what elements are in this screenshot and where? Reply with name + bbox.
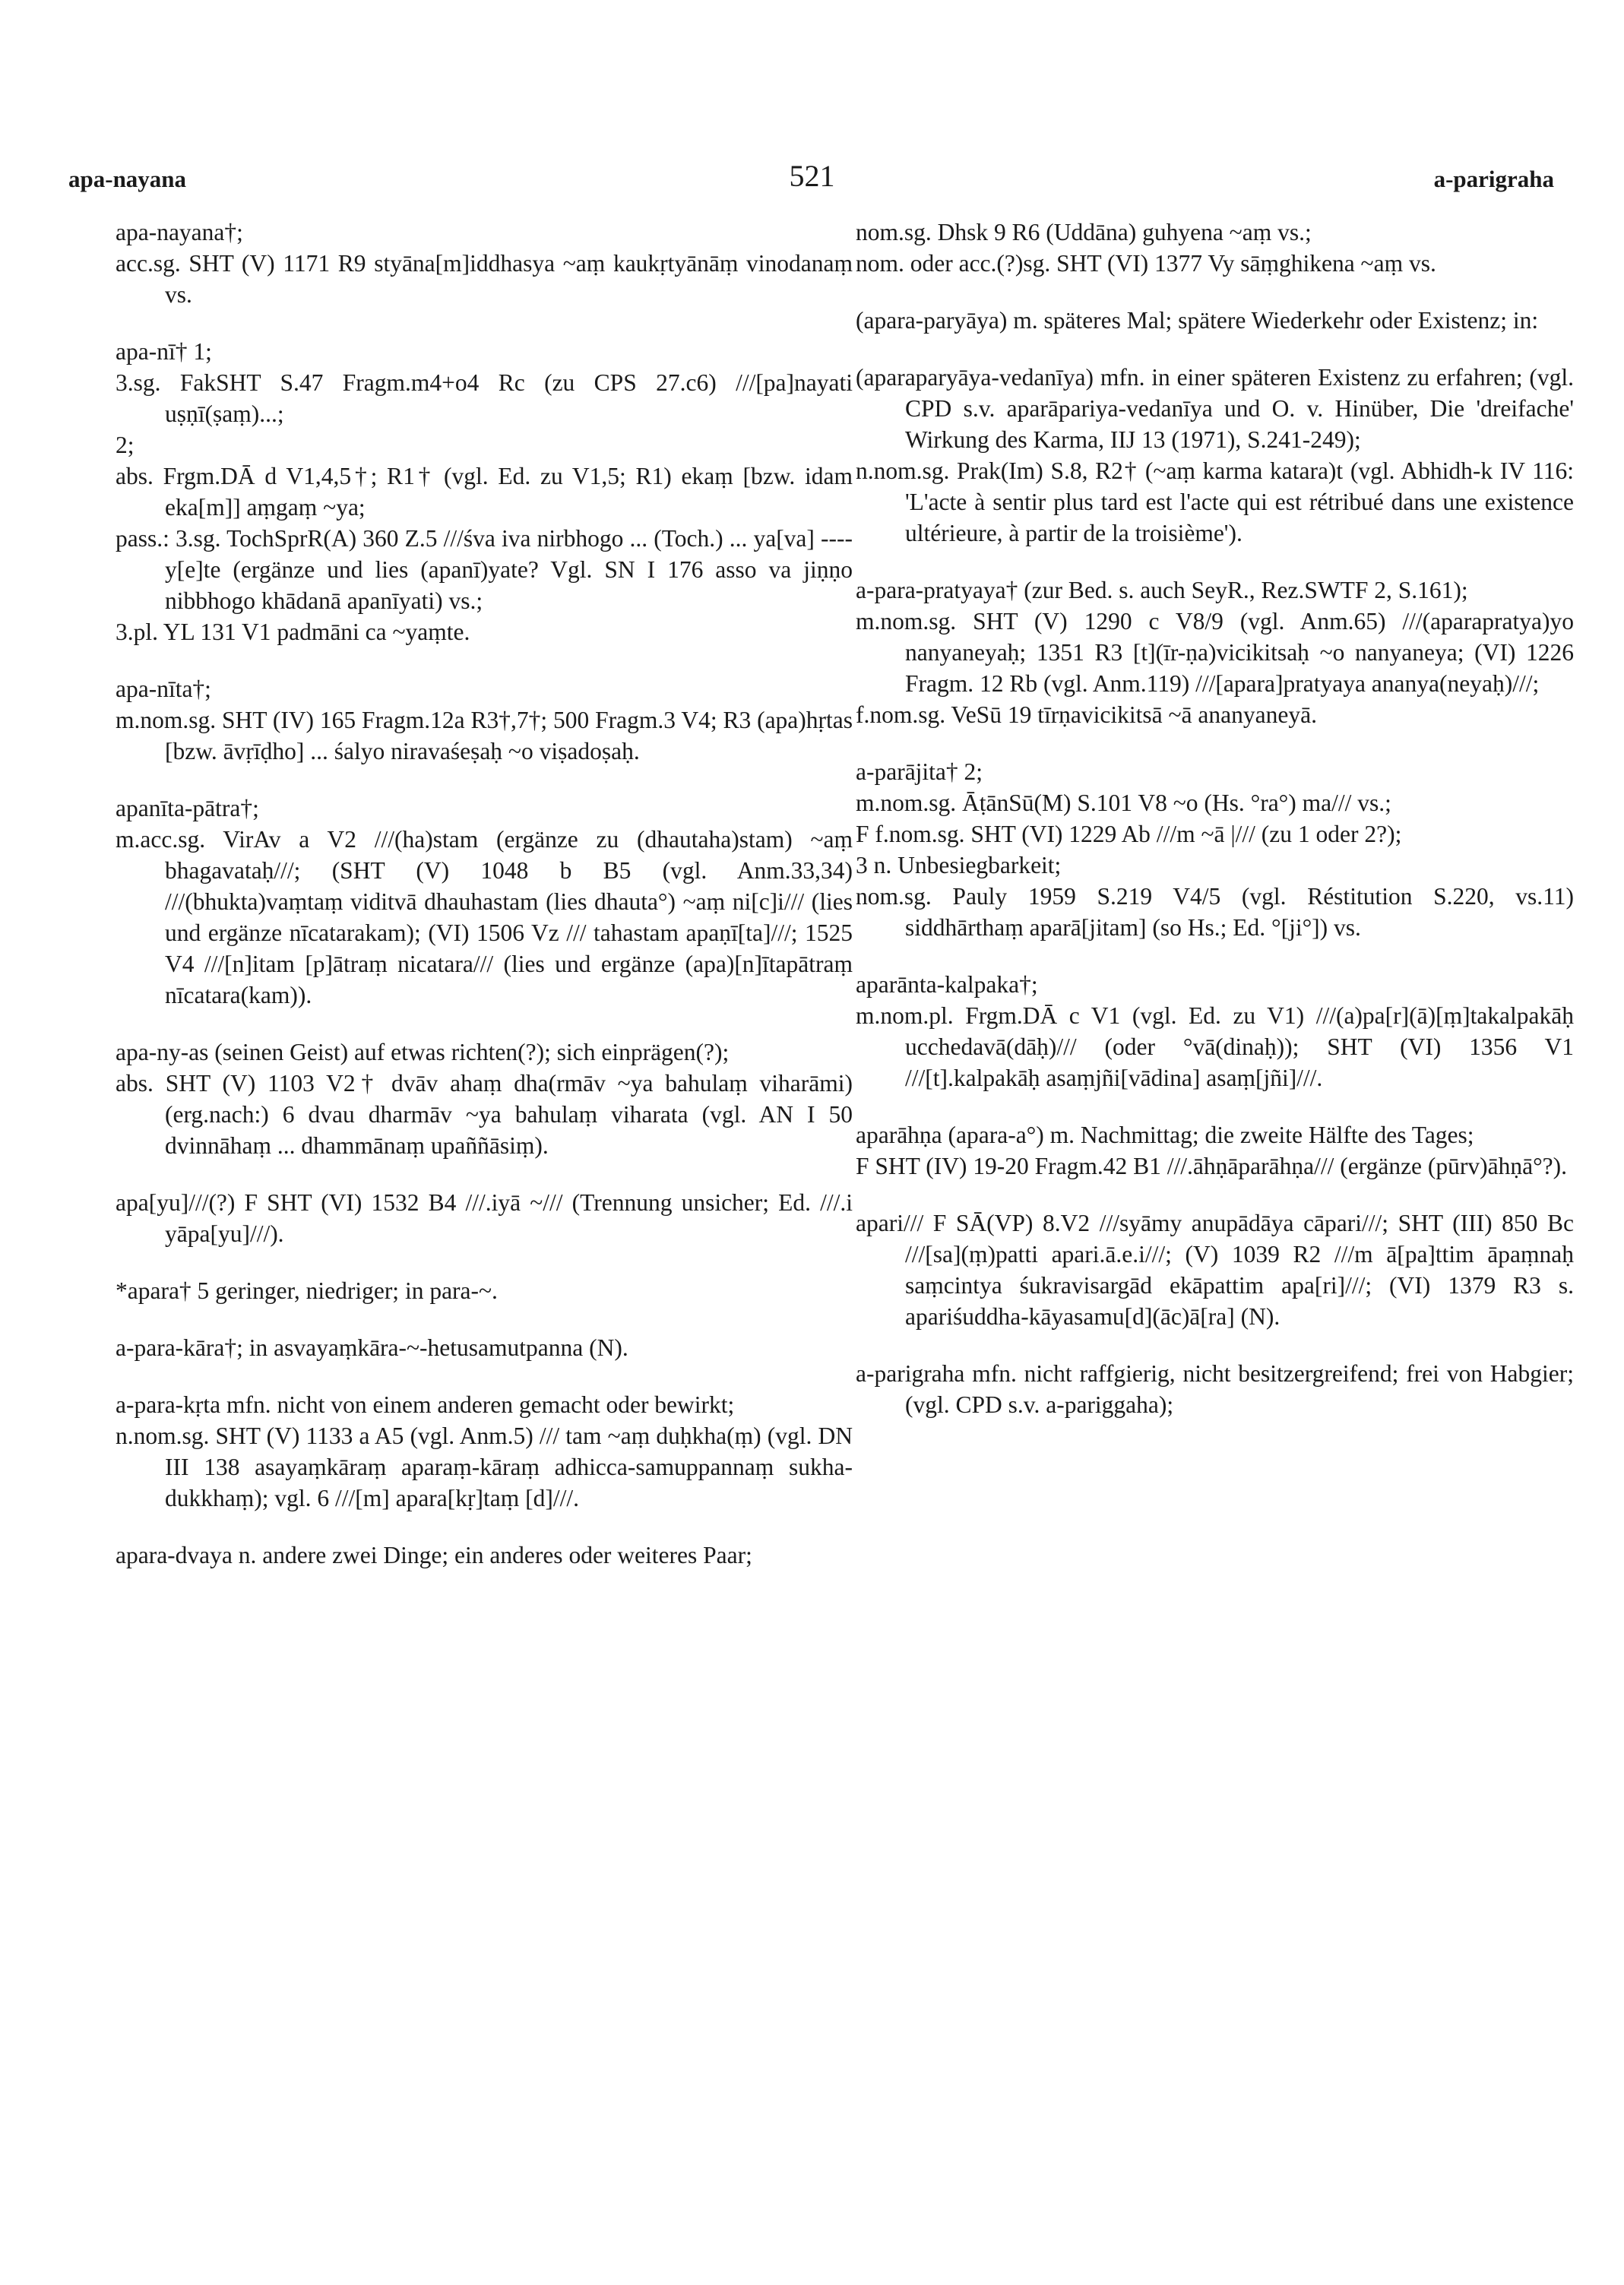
dictionary-entry (856, 574, 1574, 730)
entry-headline: a-para-kāra†; in asvayaṃkāra-~-hetusamutpanna (N). (116, 1334, 628, 1361)
entry-headline: aparānta-kalpaka†; (856, 971, 1038, 998)
dictionary-entry (856, 305, 1574, 336)
entry-line: 2; (116, 432, 135, 458)
running-head-left: apa-nayana (68, 166, 187, 192)
entry-line: n.nom.sg. SHT (V) 1133 a A5 (vgl. Anm.5) /// tam ~aṃ duḥkha(ṃ) (vgl. DN III 138 asayaṃkāraṃ aparaṃ-kāraṃ adhicca-samuppannaṃ sukha-dukkhaṃ); vgl. 6 ///[m] apara[kṛ]taṃ [d]///. (116, 1423, 853, 1511)
dictionary-entry (116, 1540, 853, 1571)
entry-line: pass.: 3.sg. TochSprR(A) 360 Z.5 ///śva iva nirbhogo ... (Toch.) ... ya[va] ---- y[e]te (ergänze und lies (apanī)yate? Vgl. SN I 176 asso va jiṇṇo nibbhogo khādanā apanīyati) vs.; (116, 525, 853, 614)
entry-line: m.nom.sg. ĀṭānSū(M) S.101 V8 ~o (Hs. °ra°) ma/// vs.; (856, 790, 1391, 816)
entry-line: 3.sg. FakSHT S.47 Fragm.m4+o4 Rc (zu CPS 27.c6) ///[pa]nayati uṣṇī(ṣaṃ)...; (116, 369, 853, 427)
entry-line: abs. SHT (V) 1103 V2† dvāv ahaṃ dha(rmāv ~ya bahulaṃ viharāmi) (erg.nach:) 6 dvau dharmāv ~ya bahulaṃ viharata (vgl. AN I 50 dvinnāhaṃ ... dhammānaṃ upaññāsiṃ). (116, 1070, 853, 1159)
right-column (856, 217, 1574, 1446)
dictionary-entry (856, 969, 1574, 1093)
entry-line: F SHT (IV) 19-20 Fragm.42 B1 ///.āhṇāparāhṇa/// (ergänze (pūrv)āhṇā°?). (856, 1153, 1568, 1179)
entry-headline: apara-dvaya n. andere zwei Dinge; ein anderes oder weiteres Paar; (116, 1542, 752, 1568)
entry-line: acc.sg. SHT (V) 1171 R9 styāna[m]iddhasya ~aṃ kaukṛtyānāṃ vinodanaṃ vs. (116, 250, 853, 308)
entry-headline: (apara-paryāya) m. späteres Mal; spätere Wiederkehr oder Existenz; in: (856, 307, 1539, 334)
entry-headline: (aparaparyāya-vedanīya) mfn. in einer späteren Existenz zu erfahren; (vgl. CPD s.v. aparāpariya-vedanīya und O. v. Hinüber, Die 'dreifache' Wirkung des Karma, IIJ 13 (1971), S.241-249); (856, 364, 1574, 453)
entry-headline: apa[yu]///(?) F SHT (VI) 1532 B4 ///.iyā ~/// (Trennung unsicher; Ed. ///.i yāpa[yu]///). (116, 1189, 853, 1247)
entry-headline: apa-nayana†; (116, 219, 243, 245)
dictionary-entry (116, 1187, 853, 1249)
dictionary-entry (856, 1358, 1574, 1420)
entry-headline: apa-ny-as (seinen Geist) auf etwas richten(?); sich einprägen(?); (116, 1039, 730, 1065)
entry-line: f.nom.sg. VeSū 19 tīrṇavicikitsā ~ā ananyaneyā. (856, 701, 1317, 728)
entry-line: 3 n. Unbesiegbarkeit; (856, 852, 1062, 878)
dictionary-entry (116, 1275, 853, 1306)
dictionary-entry (856, 756, 1574, 943)
dictionary-entry (856, 217, 1574, 279)
dictionary-entry (116, 793, 853, 1011)
dictionary-entry (856, 1207, 1574, 1332)
entry-line: 3.pl. YL 131 V1 padmāni ca ~yaṃte. (116, 619, 470, 645)
entry-headline: apari/// F SĀ(VP) 8.V2 ///syāmy anupādāya cāpari///; SHT (III) 850 Bc ///[sa](ṃ)patti apari.ā.e.i///; (V) 1039 R2 ///m ā[pa]ttim āpaṃnaḥ saṃcintya śukravisargād ekāpattim apa[ri]///; (VI) 1379 R3 s. apariśuddha-kāyasamu[d](āc)ā[ra] (N). (856, 1210, 1574, 1330)
left-column (116, 217, 853, 1597)
running-head-right: a-parigraha (1433, 166, 1554, 192)
entry-line: abs. Frgm.DĀ d V1,4,5†; R1† (vgl. Ed. zu V1,5; R1) ekaṃ [bzw. idam eka[m]] aṃgaṃ ~ya; (116, 463, 853, 521)
dictionary-entry (116, 217, 853, 310)
entry-headline: apanīta-pātra†; (116, 795, 259, 821)
dictionary-entry (856, 1119, 1574, 1182)
entry-headline: *apara† 5 geringer, niedriger; in para-~. (116, 1277, 498, 1304)
entry-line: nom.sg. Pauly 1959 S.219 V4/5 (vgl. Réstitution S.220, vs.11) siddhārthaṃ aparā[jitam] (so Hs.; Ed. °[ji°]) vs. (856, 883, 1574, 941)
dictionary-entry (856, 362, 1574, 549)
entry-line: m.nom.pl. Frgm.DĀ c V1 (vgl. Ed. zu V1) ///(a)pa[r](ā)[ṃ]takalpakāḥ ucchedavā(dāḥ)/// (oder °vā(dinaḥ)); SHT (VI) 1356 V1 ///[t].kalpakāḥ asaṃjñi[vādina] asaṃ[jñi]///. (856, 1002, 1574, 1091)
entry-headline: a-parājita† 2; (856, 758, 983, 785)
entry-line: n.nom.sg. Prak(Im) S.8, R2† (~aṃ karma katara)t (vgl. Abhidh-k IV 116: 'L'acte à sentir plus tard est l'acte qui est rétribué dans une existence ultérieure, à partir de la troisième'). (856, 457, 1574, 546)
dictionary-entry (116, 336, 853, 647)
entry-line: m.nom.sg. SHT (IV) 165 Fragm.12a R3†,7†; 500 Fragm.3 V4; R3 (apa)hṛtas [bzw. āvṛīḍho] ... śalyo niravaśeṣaḥ ~o viṣadoṣaḥ. (116, 707, 853, 764)
dictionary-entry (116, 1332, 853, 1363)
page-number: 521 (789, 159, 835, 193)
entry-line: F f.nom.sg. SHT (VI) 1229 Ab ///m ~ā |/// (zu 1 oder 2?); (856, 821, 1402, 847)
entry-headline: a-para-pratyaya† (zur Bed. s. auch SeyR., Rez.SWTF 2, S.161); (856, 577, 1468, 603)
entry-headline: a-parigraha mfn. nicht raffgierig, nicht besitzergreifend; frei von Habgier; (vgl. CPD s.v. a-pariggaha); (856, 1360, 1574, 1418)
entry-headline: apa-nī† 1; (116, 338, 212, 365)
entry-headline: aparāhṇa (apara-a°) m. Nachmittag; die zweite Hälfte des Tages; (856, 1122, 1474, 1148)
dictionary-entry (116, 1036, 853, 1161)
entry-headline: apa-nīta†; (116, 676, 211, 702)
entry-line: m.acc.sg. VirAv a V2 ///(ha)stam (ergänze zu (dhautaha)stam) ~aṃ bhagavataḥ///; (SHT (V) 1048 b B5 (vgl. Anm.33,34) ///(bhukta)vaṃtaṃ viditvā dhauhastam (lies dhauta°) ~aṃ ni[c]i/// (lies und ergänze nīcatarakam); (VI) 1506 Vz /// tahastam apaṇī[ta]///; 1525 V4 ///[n]itam [p]ātraṃ nicatara/// (lies und ergänze (apa)[n]ītapātraṃ nīcatara(kam)). (116, 826, 853, 1008)
entry-headline: nom.sg. Dhsk 9 R6 (Uddāna) guhyena ~aṃ vs.; (856, 219, 1312, 245)
entry-line: nom. oder acc.(?)sg. SHT (VI) 1377 Vy sāṃghikena ~aṃ vs. (856, 250, 1436, 277)
dictionary-entry (116, 673, 853, 767)
entry-headline: a-para-kṛta mfn. nicht von einem anderen gemacht oder bewirkt; (116, 1391, 735, 1418)
entry-line: m.nom.sg. SHT (V) 1290 c V8/9 (vgl. Anm.65) ///(aparapratya)yo nanyaneyaḥ; 1351 R3 [t](īr-ṇa)vicikitsaḥ ~o nanyaneya; (VI) 1226 Fragm. 12 Rb (vgl. Anm.119) ///[apara]pratyaya ananya(neyaḥ)///; (856, 608, 1574, 697)
dictionary-entry (116, 1389, 853, 1514)
